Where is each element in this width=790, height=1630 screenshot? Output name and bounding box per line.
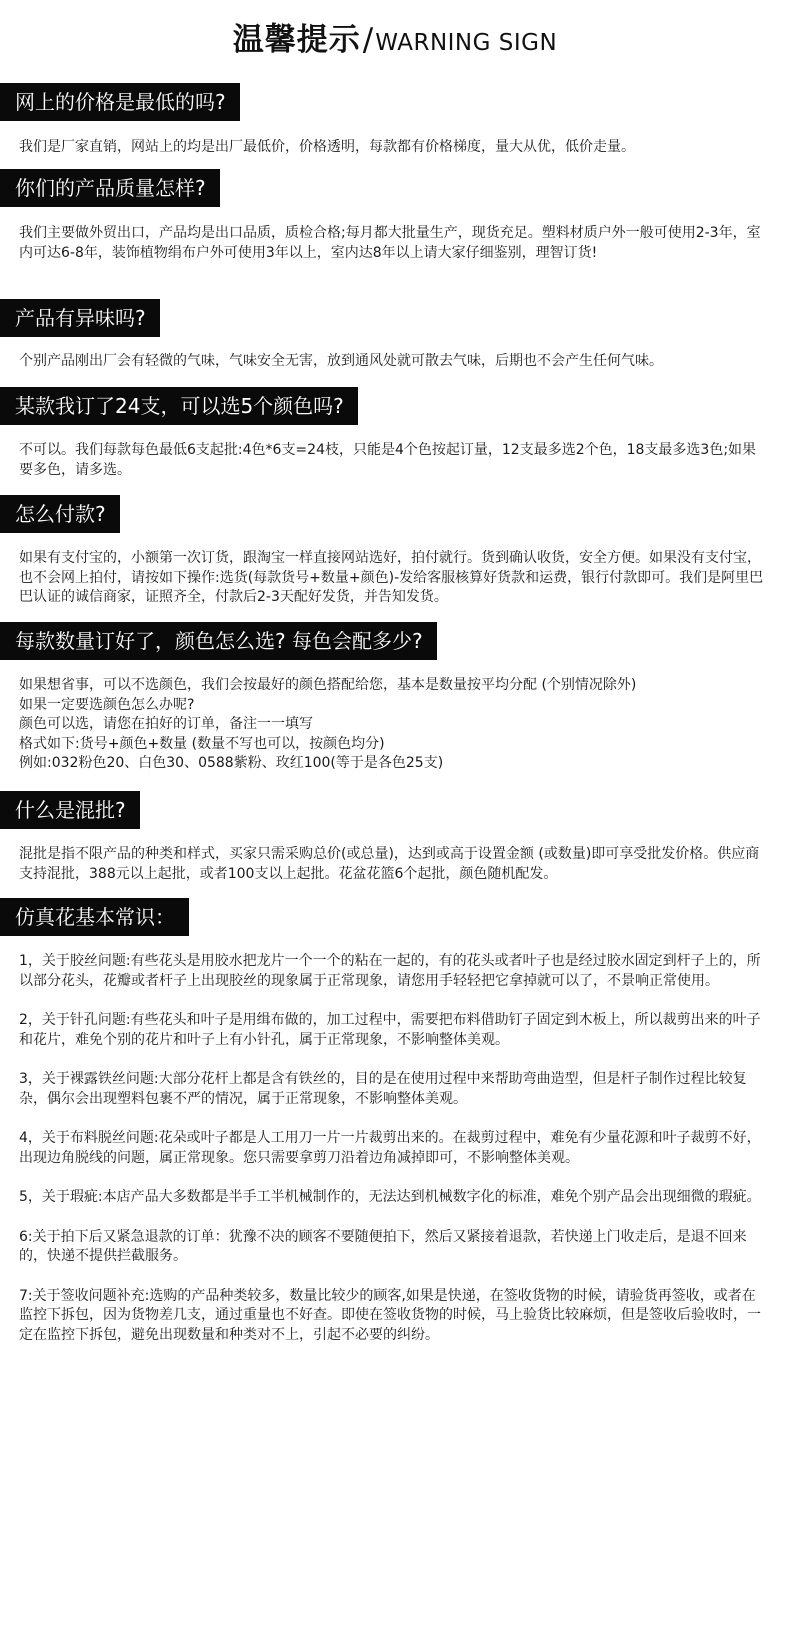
faq-section-color-selection [0,622,790,774]
knowledge-item: 7:关于签收问题补充:选购的产品种类较多，数量比较少的顾客,如果是快递，在签收货物的时候，请验货再签收，或者在监控下拆包，因为货物差几支，通过重量也不好查。即使在签收货物的时候，马上验货比较麻烦，但是签收后验收时，一定在监控下拆包，避免出现数量和种类对不上，引起不必要的纠纷。 [19,1287,761,1343]
title-separator: / [362,22,374,58]
faq-section-mixed-batch [0,791,790,884]
section-body [0,224,790,263]
title-english: WARNING SIGN [375,30,558,56]
section-text: 混批是指不限产品的种类和样式，买家只需采购总价(或总量)，达到或高于设置金额 (或数量)即可享受批发价格。供应商支持混批，388元以上起批，或者100支以上起批。花盆花篮6个起批，颜色随机配发。 [19,846,760,882]
faq-section-basic-knowledge [0,898,790,1345]
knowledge-item: 3，关于裸露铁丝问题:大部分花杆上都是含有铁丝的，目的是在使用过程中来帮助弯曲造型，但是杆子制作过程比较复杂，偶尔会出现塑料包裹不严的情况，属于正常现象，不影响整体美观。 [19,1071,747,1107]
section-text: 如果想省事，可以不选颜色，我们会按最好的颜色搭配给您，基本是数量按平均分配 (个别情况除外) [19,677,637,693]
section-heading: 怎么付款? [0,495,120,533]
faq-section-odor [0,299,790,372]
section-body [0,138,790,158]
section-text: 不可以。我们每款每色最低6支起批:4色*6支=24枝，只能是4个色按起订量，12支最多选2个色，18支最多选3色;如果要多色，请多选。 [19,442,757,478]
section-heading: 每款数量订好了，颜色怎么选? 每色会配多少? [0,622,437,660]
section-text: 例如:032粉色20、白色30、0588紫粉、玫红100(等于是各色25支) [19,755,444,771]
section-body [0,352,790,372]
section-text: 我们是厂家直销，网站上的均是出厂最低价，价格透明，每款都有价格梯度，量大从优，低价走量。 [19,139,635,155]
knowledge-item: 5，关于瑕疵:本店产品大多数都是半手工半机械制作的，无法达到机械数字化的标准，难免个别产品会出现细微的瑕疵。 [19,1189,761,1205]
page-title [0,14,790,59]
section-text: 格式如下:货号+颜色+数量 (数量不写也可以，按颜色均分) [19,735,385,752]
section-body [0,676,790,774]
faq-section-lowest-price [0,83,790,158]
faq-section-quality [0,169,790,263]
section-heading: 你们的产品质量怎样? [0,169,220,207]
section-heading: 仿真花基本常识： [0,898,189,936]
section-body [0,952,790,1345]
knowledge-item: 6:关于拍下后又紧急退款的订单：犹豫不决的顾客不要随便拍下，然后又紧接着退款，若快递上门收走后，是退不回来的，快递不提供拦截服务。 [19,1228,747,1264]
knowledge-item: 2，关于针孔问题:有些花头和叶子是用缉布做的，加工过程中，需要把布料借助钉子固定到木板上，所以裁剪出来的叶子和花片，难免个别的花片和叶子上有小针孔，属于正常现象，不影响整体美观。 [19,1012,761,1048]
section-body [0,549,790,608]
title-chinese: 温馨提示 [232,22,361,58]
section-text: 如果有支付宝的，小额第一次订货，跟淘宝一样直接网站选好，拍付就行。货到确认收货，安全方便。如果没有支付宝，也不会网上拍付，请按如下操作:选货(每款货号+数量+颜色)-发给客服核算好货款和运费，银行付款即可。我们是阿里巴巴认证的诚信商家，证照齐全，付款后2-3天配好发货，并告知发货。 [19,550,764,605]
section-heading: 网上的价格是最低的吗? [0,83,240,121]
section-body [0,441,790,480]
section-heading: 某款我订了24支，可以选5个颜色吗? [0,387,358,425]
section-body [0,845,790,884]
faq-section-payment [0,495,790,608]
section-text: 我们主要做外贸出口，产品均是出口品质，质检合格;每月都大批量生产，现货充足。塑料材质户外一般可使用2-3年，室内可达6-8年，装饰植物绢布户外可使用3年以上，室内达8年以上请大家仔细鉴别，理智订货! [19,225,761,261]
faq-section-colors [0,387,790,480]
knowledge-item: 4，关于布料脱丝问题:花朵或叶子都是人工用刀一片一片裁剪出来的。在裁剪过程中，难免有少量花源和叶子裁剪不好，出现边角脱线的问题，属正常现象。您只需要拿剪刀沿着边角减掉即可，不影响整体美观。 [19,1130,761,1166]
knowledge-item: 1，关于胶丝问题:有些花头是用胶水把龙片一个一个的粘在一起的，有的花头或者叶子也是经过胶水固定到杆子上的，所以部分花头，花瓣或者杆子上出现胶丝的现象属于正常现象，请您用手轻轻把它拿掉就可以了，不景响正常使用。 [19,953,761,989]
section-text: 如果一定要选颜色怎么办呢? [19,696,195,713]
section-heading: 什么是混批? [0,791,140,829]
section-text: 个别产品刚出厂会有轻微的气味，气味安全无害，放到通风处就可散去气味，后期也不会产生任何气味。 [19,353,663,369]
section-heading: 产品有异味吗? [0,299,160,337]
section-text: 颜色可以选，请您在拍好的订单，备注一一填写 [19,716,313,732]
